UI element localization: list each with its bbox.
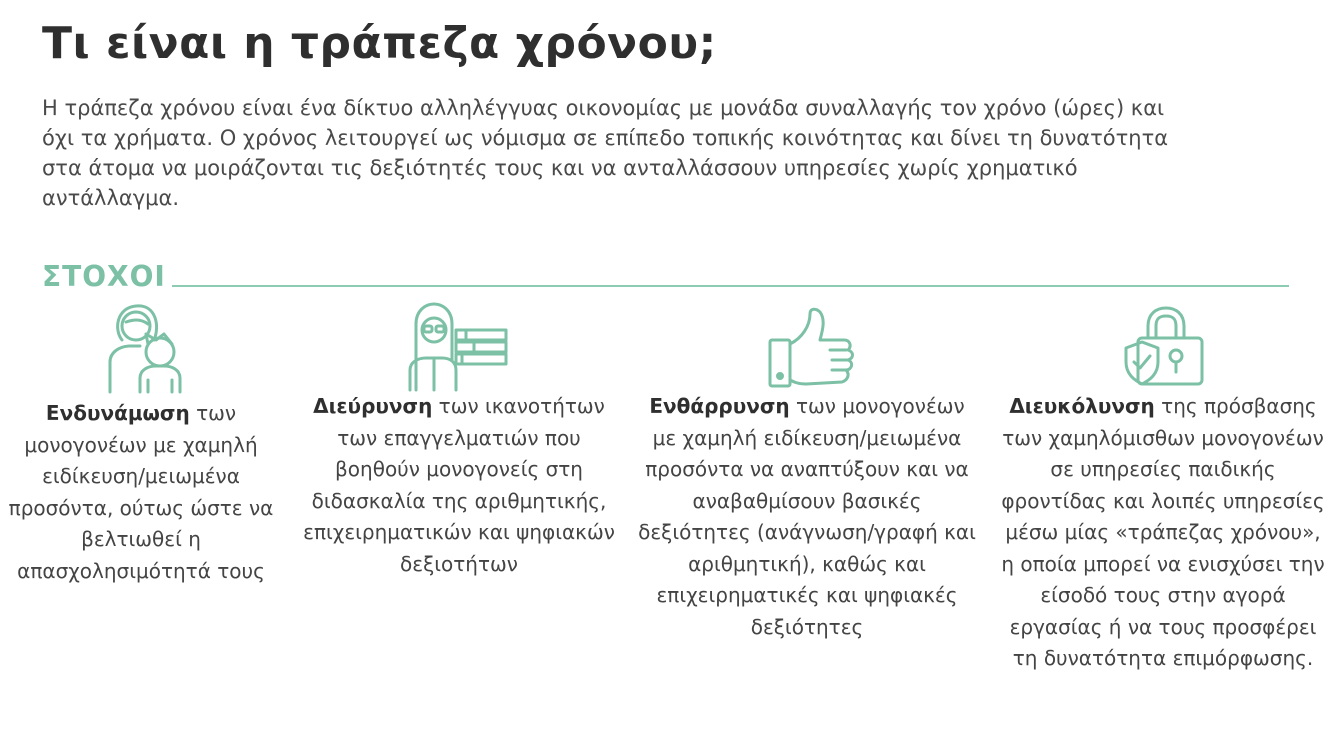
page-title: Τι είναι η τράπεζα χρόνου; [42,18,717,69]
teacher-icon [404,300,512,396]
section-title: ΣΤΟΧΟΙ [42,260,166,293]
goal-facilitation-text: της πρόσβασης των χαμηλόμισθων μονογονέων σε υπηρεσίες παιδικής φροντίδας και λοιπές υπηρεσίες μέσω μίας «τράπεζας χρόνου», η οποία μπορεί να ενισχύσει την είσοδό τους στην αγορά εργασίας ή να τους προσφέρει τη δυνατότητα επιμόρφωσης. [1001,394,1325,670]
goal-encouragement-bold: Ενθάρρυνση [649,394,790,418]
goal-expansion [296,391,622,580]
goal-facilitation-bold: Διευκόλυνση [1009,394,1155,418]
goal-expansion-bold: Διεύρυνση [313,394,433,418]
goal-encouragement-text: των μονογονέων με χαμηλή ειδίκευση/μειωμένα προσόντα να αναπτύξουν και να αναβαθμίσουν βασικές δεξιότητες (ανάγνωση/γραφή και αριθμητική), καθώς και επιχειρηματικές και ψηφιακές δεξιότητες [638,394,976,639]
thumbs-up-icon [766,306,856,394]
goal-empowerment [6,398,276,587]
padlock-shield-icon [1122,304,1208,392]
intro-paragraph: Η τράπεζα χρόνου είναι ένα δίκτυο αλληλέγγυας οικονομίας με μονάδα συναλλαγής τον χρόνο (ώρες) και όχι τα χρήματα. Ο χρόνος λειτουργεί ως νόμισμα σε επίπεδο τοπικής κοινότητας και δίνει τη δυνατότητα στα άτομα να μοιράζονται τις δεξιότητές τους και να ανταλλάσσουν υπηρεσίες χωρίς χρηματικό αντάλλαγμα. [42,96,1169,210]
goal-facilitation [1000,391,1326,675]
goal-empowerment-text: των μονογονέων με χαμηλή ειδίκευση/μειωμένα προσόντα, ούτως ώστε να βελτιωθεί η απασχολησιμότητά τους [8,401,274,583]
section-divider [172,285,1289,287]
mother-child-icon [100,300,196,398]
goal-expansion-text: των ικανοτήτων των επαγγελματιών που βοηθούν μονογονείς στη διδασκαλία της αριθμητικής, επιχειρηματικών και ψηφιακών δεξιοτήτων [303,394,615,576]
goal-empowerment-bold: Ενδυνάμωση [45,401,190,425]
goal-encouragement [638,391,976,643]
